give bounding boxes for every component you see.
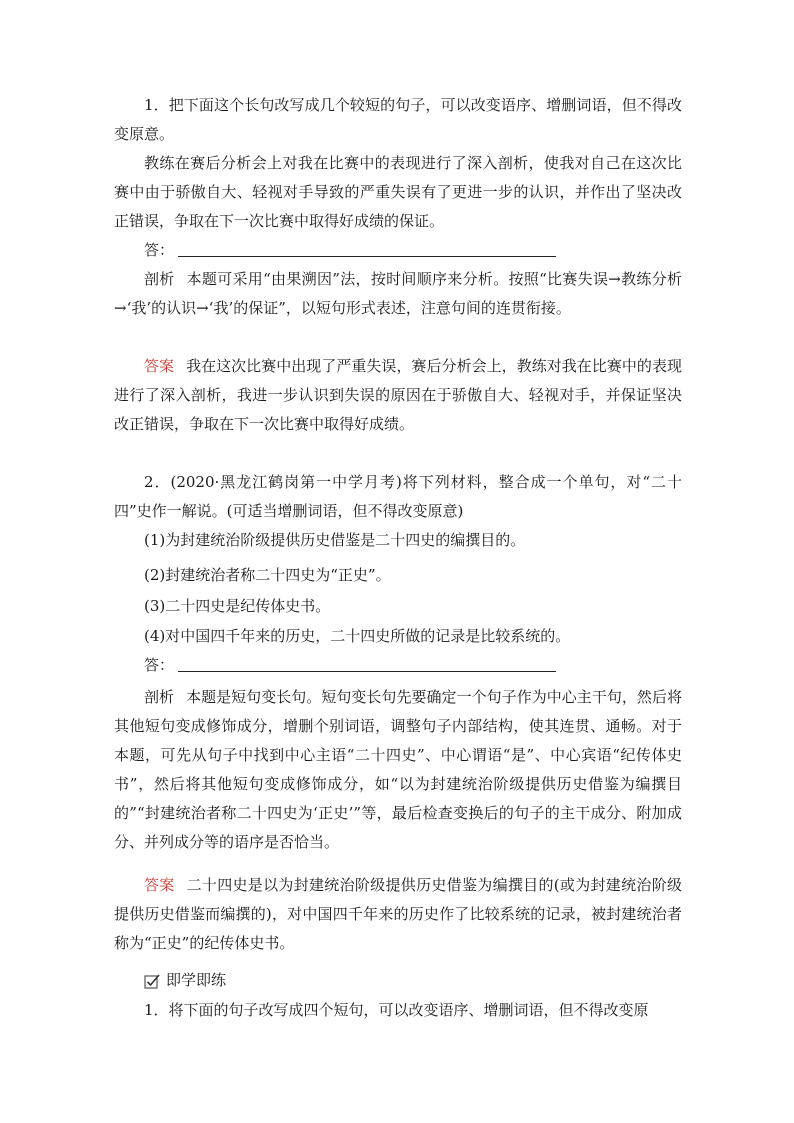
q1-answer-blank[interactable] bbox=[178, 236, 556, 257]
section-heading bbox=[144, 966, 226, 995]
q2-prompt: 2．(2020·黑龙江鹤岗第一中学月考)将下列材料，整合成一个单句，对“二十四”史作一解说。(可适当增删词语，但不得改变原意) bbox=[114, 473, 682, 520]
q2-analysis-text: 本题是短句变长句。短句变长句先要确定一个句子作为中心主干句，然后将其他短句变成修饰成分，增删个别词语，调整句子内部结构，使其连贯、通畅。对于本题，可先从句子中找到中心主语“二十四史”、中心谓语“是”、中心宾语“纪传体史书”，然后将其他短句变成修饰成分，如“以为封建统治阶级提供历史借鉴为编撰目的”“封建统治者称二十四史为‘正史’”等，最后检查变换后的句子的主干成分、附加成分、并列成分等的语序是否恰当。 bbox=[114, 688, 682, 851]
q1-answer bbox=[114, 352, 682, 439]
q2-answer-blank[interactable] bbox=[178, 651, 556, 672]
q2-answer bbox=[114, 871, 682, 958]
q2-item-2: (2)封建统治者称二十四史为“正史”。 bbox=[144, 566, 391, 584]
q1-analysis-label: 剖析 bbox=[144, 270, 175, 288]
q1-answer-prefix: 答： bbox=[144, 241, 175, 259]
q2-answer-text: 二十四史是以为封建统治阶级提供历史借鉴为编撰目的(或为封建统治阶级提供历史借鉴而编撰的)，对中国四千年来的历史作了比较系统的记录，被封建统治者称为“正史”的纪传体史书。 bbox=[114, 876, 682, 952]
q2-item-1: (1)为封建统治阶级提供历史借鉴是二十四史的编撰目的。 bbox=[144, 531, 526, 549]
q2-answer-prefix: 答： bbox=[144, 656, 175, 674]
q1-answer-label: 答案 bbox=[144, 357, 175, 375]
section-title: 即学即练 bbox=[166, 971, 227, 989]
q1-analysis-text: 本题可采用“由果溯因”法，按时间顺序来分析。按照“比赛失误→教练分析→‘我’的认识→‘我’的保证”，以短句形式表述，注意句间的连贯衔接。 bbox=[114, 270, 682, 317]
q1-prompt: 1．把下面这个长句改写成几个较短的句子，可以改变语序、增删词语，但不得改变原意。 bbox=[114, 96, 682, 143]
q1-analysis bbox=[114, 265, 682, 323]
q1-sentence: 教练在赛后分析会上对我在比赛中的表现进行了深入剖析，使我对自己在这次比赛中由于骄傲自大、轻视对手导致的严重失误有了更进一步的认识，并作出了坚决改正错误，争取在下一次比赛中取得好成绩的保证。 bbox=[114, 154, 682, 230]
checkbox-icon bbox=[144, 973, 160, 989]
q3-prompt: 1．将下面的句子改写成四个短句，可以改变语序、增删词语，但不得改变原 bbox=[144, 1001, 649, 1019]
q1-answer-text: 我在这次比赛中出现了严重失误，赛后分析会上，教练对我在比赛中的表现进行了深入剖析，我进一步认识到失误的原因在于骄傲自大、轻视对手，并保证坚决改正错误，争取在下一次比赛中取得好成绩。 bbox=[114, 357, 682, 433]
q2-analysis-label: 剖析 bbox=[144, 688, 175, 706]
q2-analysis bbox=[114, 683, 682, 857]
q2-answer-line bbox=[144, 651, 556, 680]
q2-answer-label: 答案 bbox=[144, 876, 175, 894]
q2-item-3: (3)二十四史是纪传体史书。 bbox=[144, 597, 331, 615]
q2-item-4: (4)对中国四千年来的历史，二十四史所做的记录是比较系统的。 bbox=[144, 627, 571, 645]
q1-answer-line bbox=[144, 236, 556, 265]
